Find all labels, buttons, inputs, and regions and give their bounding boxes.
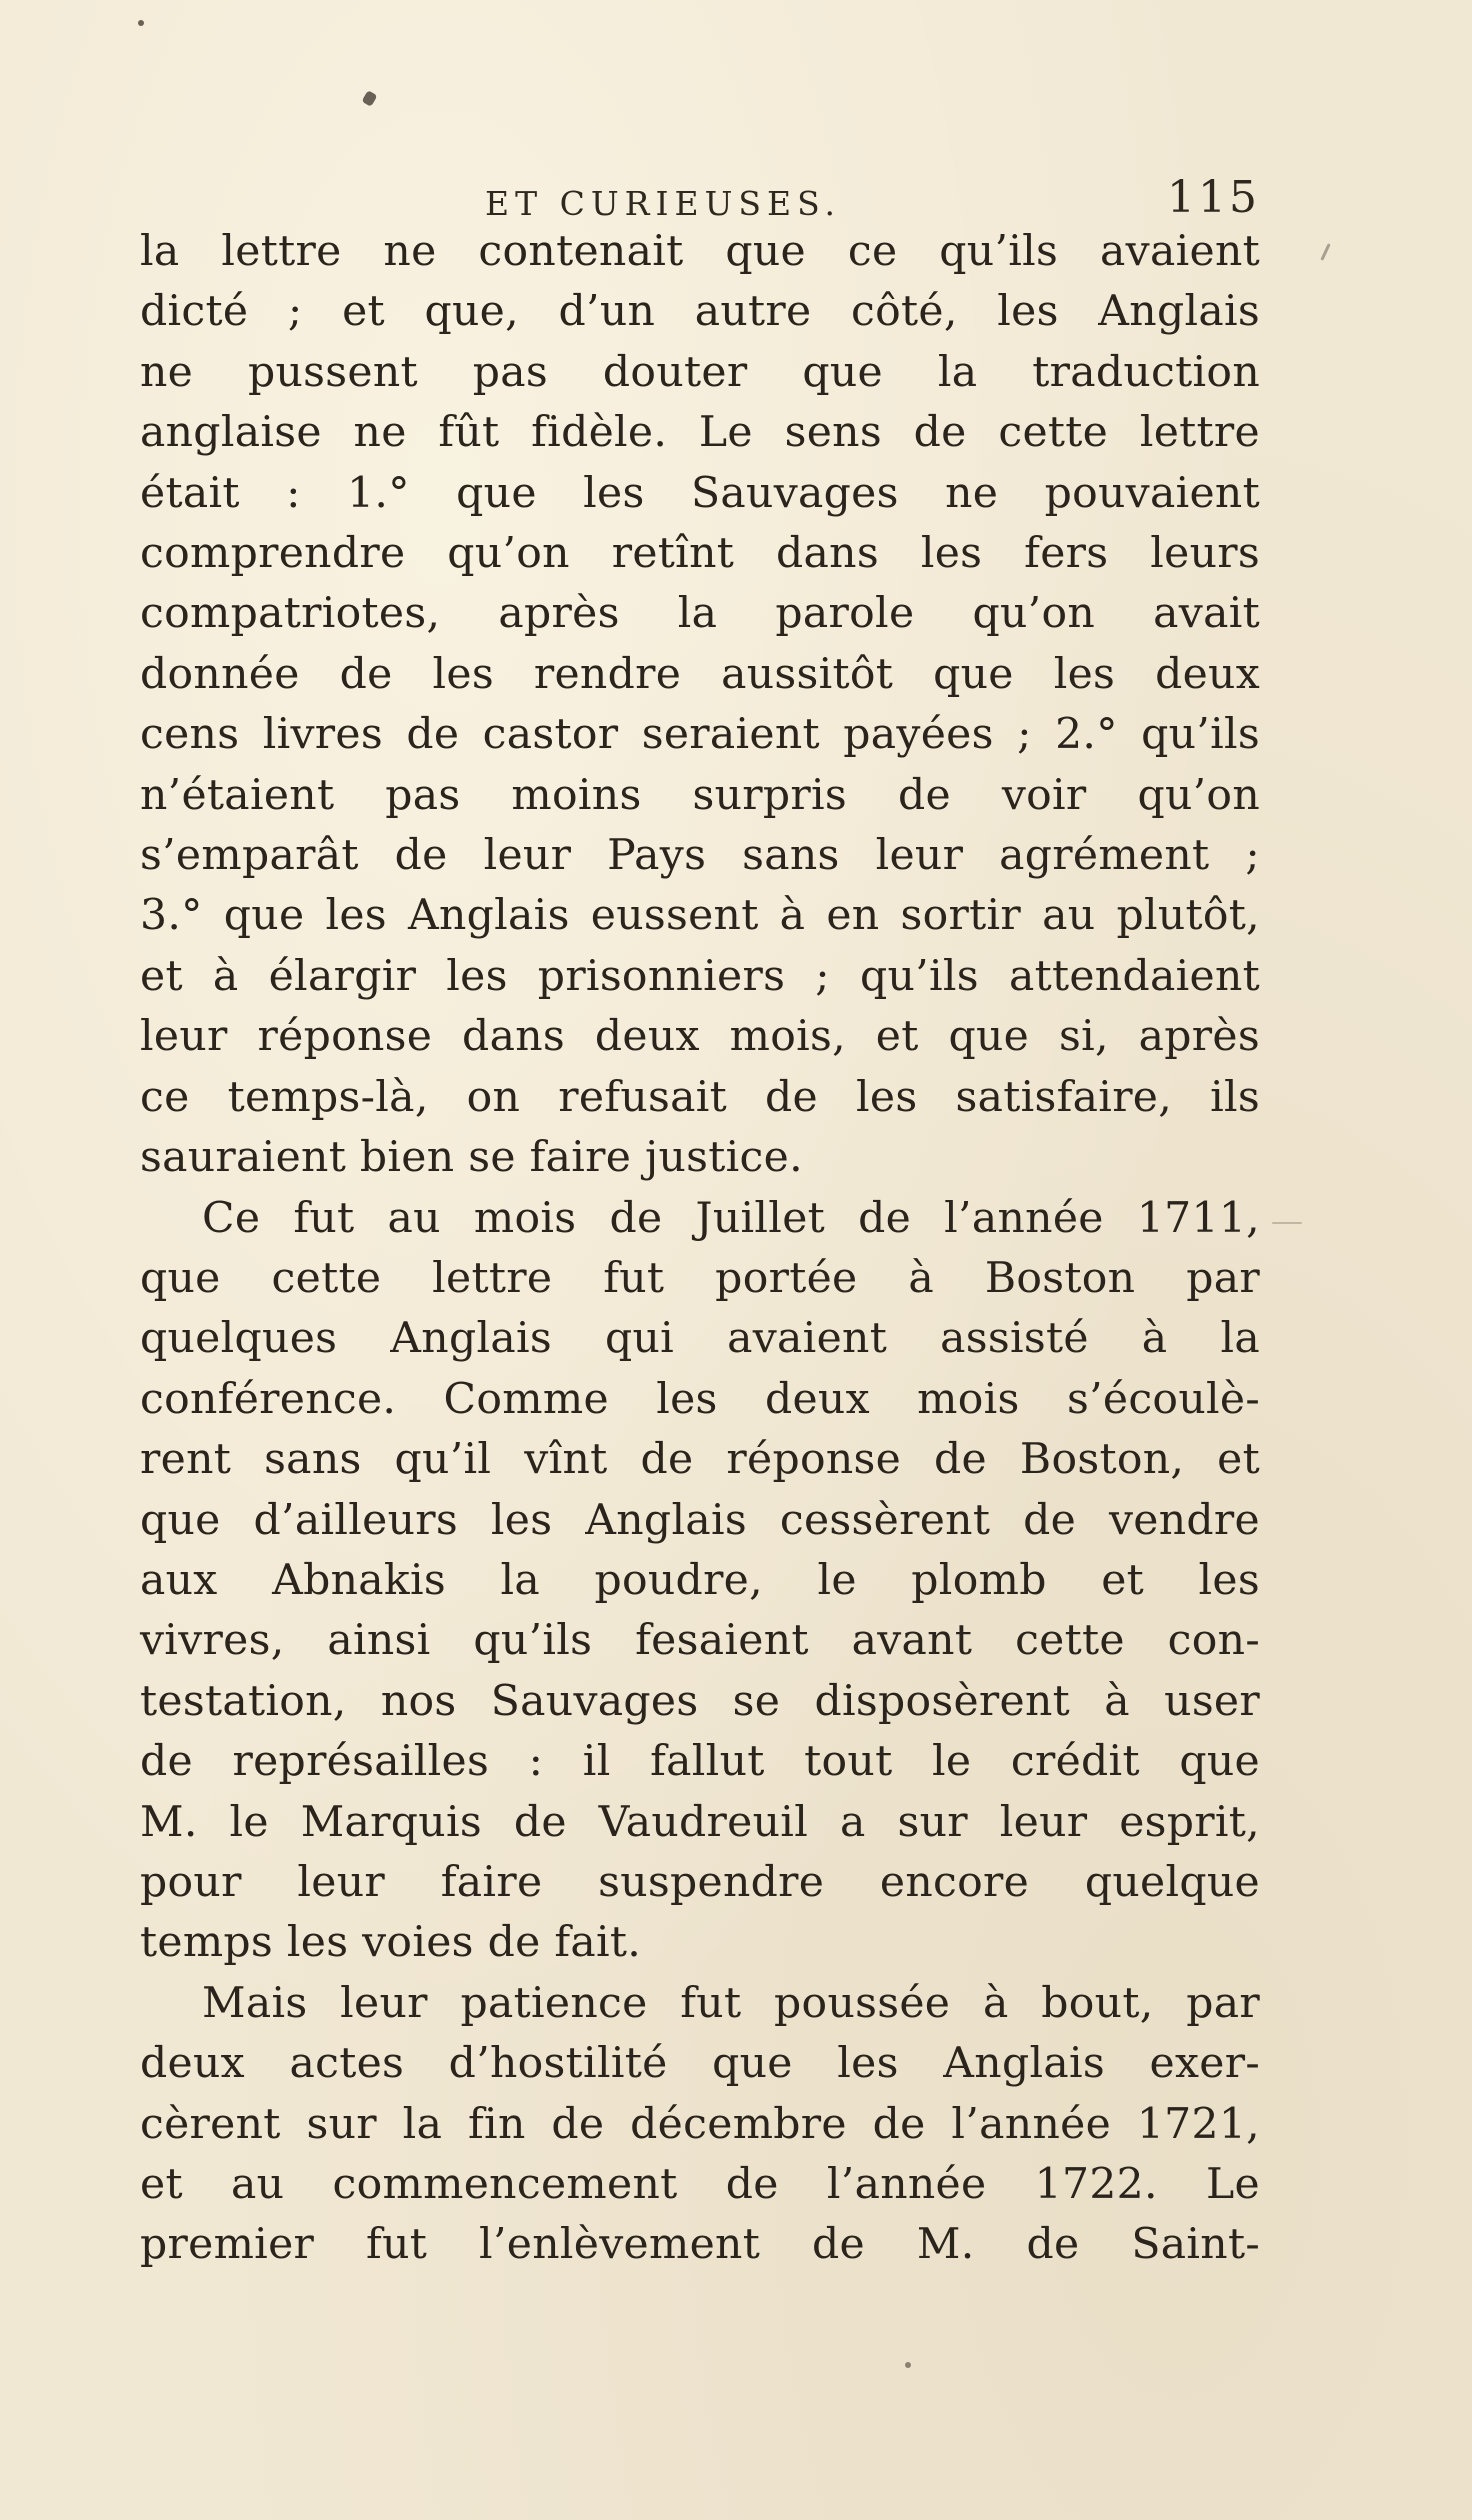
text-line: dicté ; et que, d’un autre côté, les Anglais [140,287,1260,337]
running-title: ET CURIEUSES. [485,184,842,223]
text-line: cens livres de castor seraient payées ; 2.° qu’ils [140,710,1260,760]
ink-speck [905,2362,911,2368]
text-line: premier fut l’enlèvement de M. de Saint- [140,2220,1260,2270]
text-line: que d’ailleurs les Anglais cessèrent de vendre [140,1495,1260,1545]
text-line: 3.° que les Anglais eussent à en sortir au plutôt, [140,891,1260,941]
text-line: sauraient bien se faire justice. [140,1133,803,1183]
text-line: ce temps-là, on refusait de les satisfaire, ils [140,1072,1260,1122]
text-line: vivres, ainsi qu’ils fesaient avant cette con- [140,1616,1260,1666]
text-line: rent sans qu’il vînt de réponse de Boston, et [140,1435,1260,1485]
text-line: donnée de les rendre aussitôt que les deux [140,649,1260,699]
text-line: s’emparât de leur Pays sans leur agrément ; [140,831,1260,881]
text-line: anglaise ne fût fidèle. Le sens de cette lettre [140,408,1260,458]
text-line: la lettre ne contenait que ce qu’ils avaient [140,227,1260,276]
text-line: quelques Anglais qui avaient assisté à la [140,1314,1260,1364]
ink-speck [1272,1222,1302,1224]
text-line: que cette lettre fut portée à Boston par [140,1253,1260,1303]
text-line: comprendre qu’on retînt dans les fers leurs [140,529,1260,579]
text-line: de représailles : il fallut tout le crédit que [140,1737,1260,1787]
ink-speck [1320,243,1330,261]
text-line: conférence. Comme les deux mois s’écoulè- [140,1374,1260,1424]
text-line: et à élargir les prisonniers ; qu’ils attendaient [140,951,1260,1001]
text-line: n’étaient pas moins surpris de voir qu’on [140,770,1260,820]
body-text [140,222,1260,2276]
text-line: testation, nos Sauvages se disposèrent à user [140,1676,1260,1726]
text-line: leur réponse dans deux mois, et que si, après [140,1012,1260,1062]
text-line: cèrent sur la fin de décembre de l’année 1721, [140,2099,1260,2149]
text-line: M. le Marquis de Vaudreuil a sur leur esprit, [140,1797,1260,1847]
text-line: Ce fut au mois de Juillet de l’année 1711, [202,1193,1260,1243]
ink-speck [138,20,144,26]
text-line: Mais leur patience fut poussée à bout, par [202,1978,1260,2028]
text-line: deux actes d’hostilité que les Anglais exer- [140,2039,1260,2089]
text-line: était : 1.° que les Sauvages ne pouvaient [140,468,1260,518]
page-number: 115 [1167,172,1260,223]
text-line: ne pussent pas douter que la traduction [140,347,1260,397]
text-line: compatriotes, après la parole qu’on avait [140,589,1260,639]
text-line: temps les voies de fait. [140,1918,642,1968]
ink-speck [361,90,377,107]
text-line: et au commencement de l’année 1722. Le [140,2160,1260,2209]
text-line: pour leur faire suspendre encore quelque [140,1857,1260,1907]
text-line: aux Abnakis la poudre, le plomb et les [140,1555,1260,1605]
